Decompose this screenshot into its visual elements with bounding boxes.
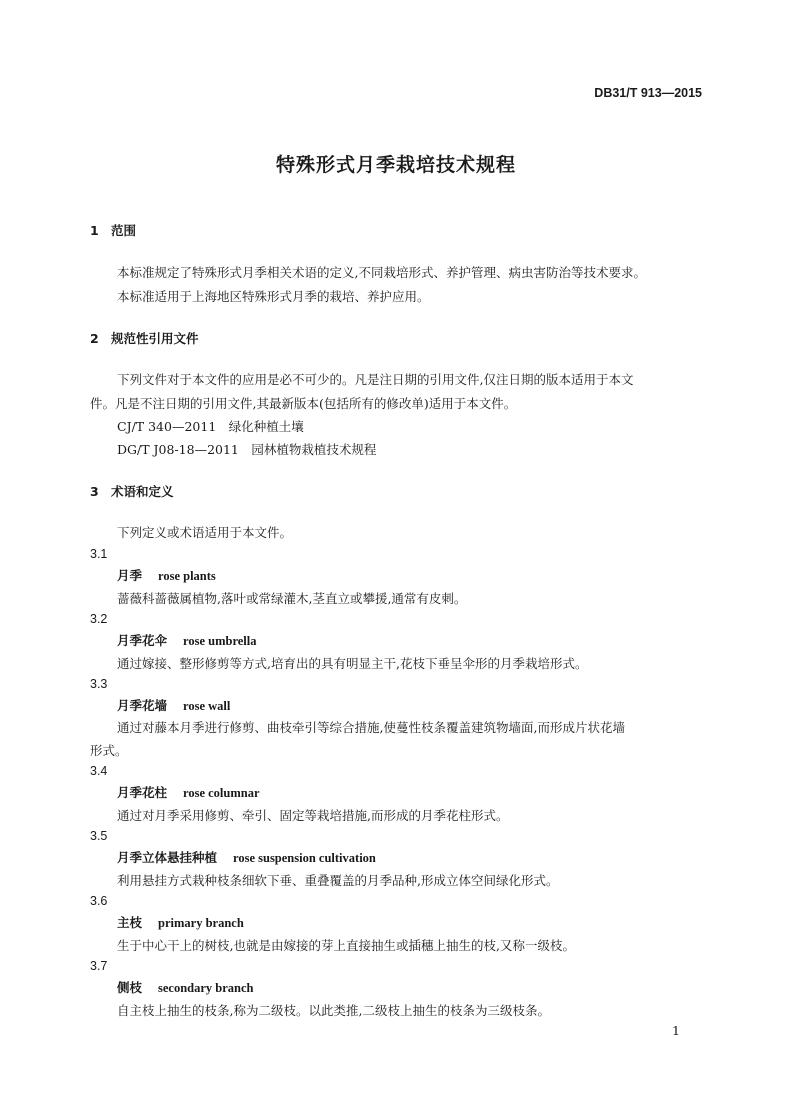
term-title: 月季花墙 rose wall bbox=[117, 698, 231, 713]
term-definition: 通过嫁接、整形修剪等方式,培育出的具有明显主干,花枝下垂呈伞形的月季栽培形式。 bbox=[117, 656, 588, 671]
term-number: 3.2 bbox=[90, 612, 108, 626]
section-2-heading bbox=[90, 329, 199, 347]
term-number: 3.5 bbox=[90, 829, 108, 843]
section-3-title: 术语和定义 bbox=[111, 484, 174, 499]
section-3-number: 3 bbox=[90, 484, 99, 499]
term-definition: 生于中心干上的树枝,也就是由嫁接的芽上直接抽生或插穗上抽生的枝,又称一级枝。 bbox=[117, 938, 575, 953]
term-title: 月季花柱 rose columnar bbox=[117, 785, 260, 800]
document-title: 特殊形式月季栽培技术规程 bbox=[275, 154, 516, 176]
term-title: 月季 rose plants bbox=[117, 568, 216, 583]
reference-1: CJ/T 340—2011 绿化种植土壤 bbox=[117, 419, 304, 434]
term-definition: 蔷薇科蔷薇属植物,落叶或常绿灌木,茎直立或攀援,通常有皮刺。 bbox=[117, 591, 467, 606]
section-3-paragraph-1: 下列定义或术语适用于本文件。 bbox=[117, 525, 293, 540]
section-1-heading bbox=[90, 221, 136, 239]
term-number: 3.1 bbox=[90, 547, 108, 561]
section-1-paragraph-1: 本标准规定了特殊形式月季相关术语的定义,不同栽培形式、养护管理、病虫害防治等技术要求。 bbox=[117, 265, 646, 280]
section-1-number: 1 bbox=[90, 223, 99, 238]
reference-2: DG/T J08-18—2011 园林植物栽植技术规程 bbox=[117, 442, 377, 457]
section-2-number: 2 bbox=[90, 331, 99, 346]
section-2-paragraph-1: 下列文件对于本文件的应用是必不可少的。凡是注日期的引用文件,仅注日期的版本适用于本文 bbox=[117, 372, 634, 387]
term-title: 月季立体悬挂种植 rose suspension cultivation bbox=[117, 850, 376, 865]
term-number: 3.4 bbox=[90, 764, 108, 778]
term-number: 3.7 bbox=[90, 959, 108, 973]
standard-code: DB31/T 913—2015 bbox=[594, 86, 702, 100]
term-definition: 通过对藤本月季进行修剪、曲枝牵引等综合措施,使蔓性枝条覆盖建筑物墙面,而形成片状花墙 bbox=[117, 720, 625, 735]
page-number: 1 bbox=[672, 1023, 680, 1038]
section-1-paragraph-2: 本标准适用于上海地区特殊形式月季的栽培、养护应用。 bbox=[117, 289, 430, 304]
section-1-title: 范围 bbox=[111, 223, 137, 238]
section-2-title: 规范性引用文件 bbox=[111, 331, 199, 346]
term-definition: 通过对月季采用修剪、牵引、固定等栽培措施,而形成的月季花柱形式。 bbox=[117, 808, 509, 823]
term-definition-continued: 形式。 bbox=[90, 743, 128, 758]
section-3-heading bbox=[90, 482, 174, 500]
term-title: 主枝 primary branch bbox=[117, 915, 244, 930]
term-definition: 利用悬挂方式栽种枝条细软下垂、重叠覆盖的月季品种,形成立体空间绿化形式。 bbox=[117, 873, 559, 888]
section-2-paragraph-2: 件。凡是不注日期的引用文件,其最新版本(包括所有的修改单)适用于本文件。 bbox=[90, 396, 517, 411]
term-title: 月季花伞 rose umbrella bbox=[117, 633, 257, 648]
term-definition: 自主枝上抽生的枝条,称为二级枝。以此类推,二级枝上抽生的枝条为三级枝条。 bbox=[117, 1003, 550, 1018]
term-title: 侧枝 secondary branch bbox=[117, 980, 254, 995]
term-number: 3.3 bbox=[90, 677, 108, 691]
term-number: 3.6 bbox=[90, 894, 108, 908]
